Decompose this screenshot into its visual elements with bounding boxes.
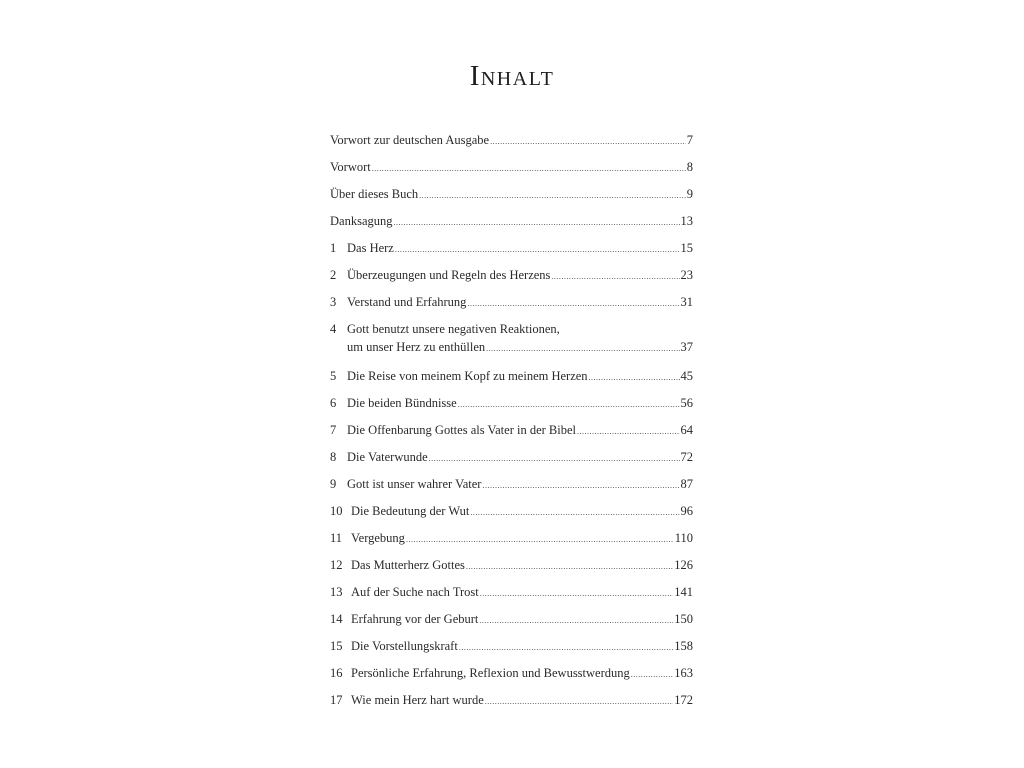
toc-entry: [330, 502, 693, 520]
toc-entry: [330, 131, 693, 149]
dot-leader: [467, 293, 679, 313]
toc-entry-page: 64: [680, 423, 693, 437]
dot-leader: [485, 691, 673, 711]
toc-entry: [330, 448, 693, 466]
toc-entry-page: 37: [680, 340, 693, 354]
toc-entry-label: Wie mein Herz hart wurde: [351, 693, 484, 707]
toc-entry-page: 158: [674, 639, 693, 653]
toc-entry-page: 45: [680, 369, 693, 383]
toc-entry: [330, 239, 693, 257]
dot-leader: [419, 185, 686, 205]
toc-entry: [330, 691, 693, 709]
chapter-number: 6: [330, 396, 337, 410]
toc-entry-label: Verstand und Erfahrung: [347, 295, 467, 309]
toc-entry-label: Die Vorstellungskraft: [351, 639, 458, 653]
toc-entry: [330, 664, 693, 682]
chapter-number: 14: [330, 612, 343, 626]
toc-entry-page: 96: [680, 504, 693, 518]
dot-leader: [429, 448, 680, 468]
toc-entry-label: Das Herz: [347, 241, 394, 255]
toc-entry-page: 87: [680, 477, 693, 491]
dot-leader: [466, 556, 673, 576]
toc-entry-page: 7: [686, 133, 693, 147]
dot-leader: [577, 421, 680, 441]
toc-entry-page: 8: [686, 160, 693, 174]
toc-entry-page: 172: [674, 693, 693, 707]
toc-entry: [330, 293, 693, 311]
dot-leader: [394, 212, 680, 232]
toc-entry-page: 13: [680, 214, 693, 228]
toc-entry: [330, 475, 693, 493]
toc-entry-label: Die Reise von meinem Kopf zu meinem Herzen: [347, 369, 588, 383]
dot-leader: [486, 338, 679, 358]
chapter-number: 1: [330, 241, 337, 255]
toc-entry-label: Über dieses Buch: [330, 187, 419, 201]
toc-entry-label: Persönliche Erfahrung, Reflexion und Bewusstwerdung: [351, 666, 630, 680]
chapter-number: 17: [330, 693, 343, 707]
toc-entry: [330, 185, 693, 203]
toc-entry: [330, 266, 693, 284]
chapter-number: 13: [330, 585, 343, 599]
toc-entry-page: 150: [674, 612, 693, 626]
chapter-number: 5: [330, 369, 337, 383]
toc-entry-label: Gott ist unser wahrer Vater: [347, 477, 482, 491]
chapter-number: 12: [330, 558, 343, 572]
toc-entry-label: Überzeugungen und Regeln des Herzens: [347, 268, 551, 282]
dot-leader: [459, 637, 673, 657]
dot-leader: [551, 266, 679, 286]
toc-entry-page: 163: [674, 666, 693, 680]
toc-entry-page: 31: [680, 295, 693, 309]
toc-entry-page: 23: [680, 268, 693, 282]
chapter-number: 8: [330, 450, 337, 464]
toc-entry-label-continued: um unser Herz zu enthüllen: [347, 340, 486, 354]
toc-entry-label: Das Mutterherz Gottes: [351, 558, 465, 572]
toc-entry-label: Die Vaterwunde: [347, 450, 428, 464]
toc-entry: [330, 556, 693, 574]
chapter-number: 11: [330, 531, 343, 545]
toc-entry-label: Danksagung: [330, 214, 393, 228]
dot-leader: [372, 158, 686, 178]
chapter-number: 15: [330, 639, 343, 653]
dot-leader: [470, 502, 679, 522]
toc-entry-page: 9: [686, 187, 693, 201]
dot-leader: [395, 239, 680, 259]
dot-leader: [482, 475, 679, 495]
toc-entry: [330, 320, 693, 358]
toc-entry-page: 56: [680, 396, 693, 410]
dot-leader: [490, 131, 686, 151]
toc-entry: [330, 529, 693, 547]
page-title: Inhalt: [469, 60, 555, 92]
toc-entry-label: Vergebung: [351, 531, 405, 545]
chapter-number: 2: [330, 268, 337, 282]
toc-entry-page: 72: [680, 450, 693, 464]
chapter-number: 7: [330, 423, 337, 437]
chapter-number: 4: [330, 322, 337, 336]
table-of-contents: [330, 131, 693, 709]
toc-entry-page: 141: [674, 585, 693, 599]
toc-entry: [330, 158, 693, 176]
toc-entry-label: Die Bedeutung der Wut: [351, 504, 470, 518]
toc-entry-page: 126: [674, 558, 693, 572]
toc-entry-label: Die beiden Bündnisse: [347, 396, 457, 410]
toc-entry-label: Auf der Suche nach Trost: [351, 585, 479, 599]
dot-leader: [589, 367, 680, 387]
toc-entry: [330, 367, 693, 385]
toc-entry-page: 15: [680, 241, 693, 255]
toc-entry: [330, 394, 693, 412]
toc-entry-label: Die Offenbarung Gottes als Vater in der Bibel: [347, 423, 576, 437]
toc-entry-label: Vorwort: [330, 160, 371, 174]
toc-entry-label: Vorwort zur deutschen Ausgabe: [330, 133, 490, 147]
toc-entry-label: Erfahrung vor der Geburt: [351, 612, 479, 626]
toc-entry: [330, 610, 693, 628]
dot-leader: [631, 664, 673, 684]
dot-leader: [406, 529, 674, 549]
chapter-number: 3: [330, 295, 337, 309]
toc-entry-page: 110: [674, 531, 693, 545]
chapter-number: 9: [330, 477, 337, 491]
dot-leader: [479, 610, 673, 630]
dot-leader: [480, 583, 673, 603]
toc-entry: [330, 637, 693, 655]
toc-entry-label: Gott benutzt unsere negativen Reaktionen,: [347, 322, 560, 336]
chapter-number: 10: [330, 504, 343, 518]
toc-entry: [330, 583, 693, 601]
chapter-number: 16: [330, 666, 343, 680]
toc-entry: [330, 212, 693, 230]
toc-entry: [330, 421, 693, 439]
dot-leader: [458, 394, 680, 414]
